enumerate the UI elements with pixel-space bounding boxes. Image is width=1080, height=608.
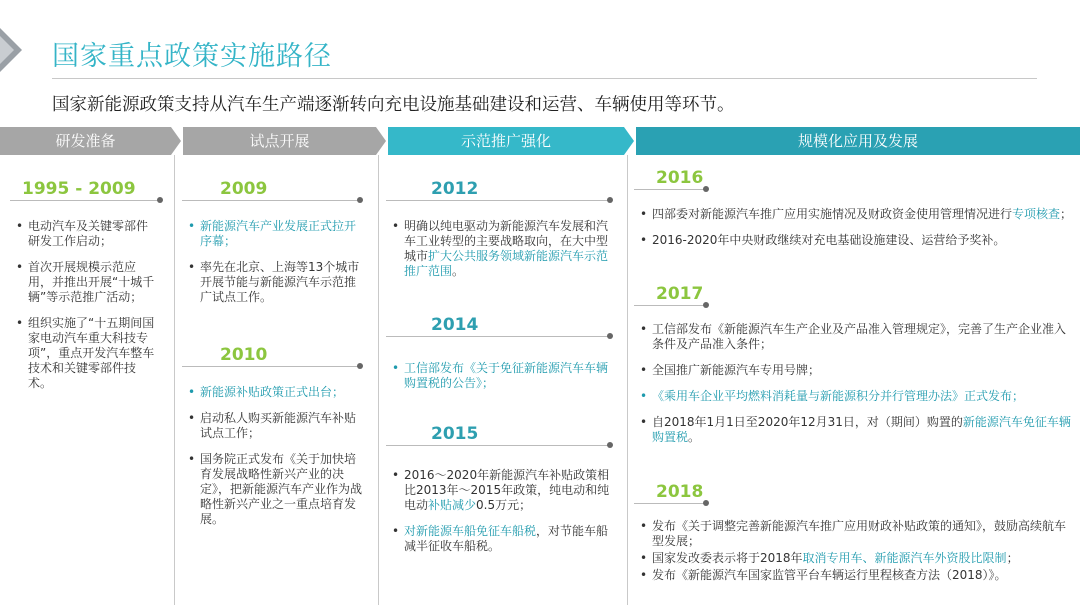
list-item: • 发布《关于调整完善新能源汽车推广应用财政补贴政策的通知》，鼓励高续航车型发展； [638, 519, 1074, 549]
year-label-2017: 2017 [656, 284, 704, 304]
year-dot [607, 333, 613, 339]
list-item: • 《乘用车企业平均燃料消耗量与新能源积分并行管理办法》正式发布； [638, 389, 1074, 404]
phase-arrow-2 [376, 127, 386, 155]
year-rule [386, 445, 610, 446]
item-list-2012 [390, 219, 615, 290]
list-item: • 发布《新能源汽车国家监管平台车辆运行里程核查方法（2018）》。 [638, 568, 1074, 583]
column-divider-3 [627, 155, 628, 605]
year-label-2014: 2014 [431, 315, 479, 335]
page-subtitle: 国家新能源政策支持从汽车生产端逐渐转向充电设施基础建设和运营、车辆使用等环节。 [52, 95, 735, 115]
year-rule [634, 305, 706, 306]
list-item: • 2016～2020年新能源汽车补贴政策相比2013年～2015年政策，纯电动和纯电动补贴减少0.5万元； [390, 468, 615, 513]
list-item: • 新能源补贴政策正式出台； [186, 385, 366, 400]
list-item: • 自2018年1月1日至2020年12月31日，对（期间）购置的新能源汽车免征车辆购置税。 [638, 415, 1074, 445]
list-item: • 工信部发布《新能源汽车生产企业及产品准入管理规定》，完善了生产企业准入条件及产品准入条件； [638, 322, 1074, 352]
year-label-2012: 2012 [431, 179, 479, 199]
list-item: • 国家发改委表示将于2018年取消专用车、新能源汽车外资股比限制； [638, 551, 1074, 566]
list-item: • 明确以纯电驱动为新能源汽车发展和汽车工业转型的主要战略取向，在大中型城市扩大公共服务领域新能源汽车示范推广范围。 [390, 219, 615, 279]
year-label-2010: 2010 [220, 345, 268, 365]
year-dot [157, 197, 163, 203]
year-dot [607, 442, 613, 448]
item-list-2009 [186, 219, 366, 316]
year-dot [357, 197, 363, 203]
year-rule [634, 189, 706, 190]
title-divider [52, 78, 1037, 79]
list-item: • 电动汽车及关键零部件研发工作启动； [14, 219, 158, 249]
year-dot [703, 186, 709, 192]
year-rule [386, 336, 610, 337]
year-rule [182, 366, 360, 367]
year-label-1995-2009: 1995 - 2009 [22, 179, 136, 199]
list-item: • 对新能源车船免征车船税，对节能车船减半征收车船税。 [390, 524, 615, 554]
year-label-2016: 2016 [656, 168, 704, 188]
list-item: • 组织实施了“十五期间国家电动汽车重大科技专项”，重点开发汽车整车技术和关键零部件技术。 [14, 316, 158, 391]
year-rule [182, 200, 360, 201]
year-rule [10, 200, 160, 201]
year-rule [634, 503, 706, 504]
year-dot [703, 500, 709, 506]
phase-header-research: 研发准备 [0, 127, 171, 155]
item-list-2010 [186, 385, 366, 538]
phase-header-demo: 示范推广强化 [388, 127, 624, 155]
corner-decoration [0, 28, 30, 84]
list-item: • 全国推广新能源汽车专用号牌； [638, 363, 1074, 378]
phase-header-scale: 规模化应用及发展 [636, 127, 1080, 155]
year-dot [703, 302, 709, 308]
year-label-2015: 2015 [431, 424, 479, 444]
list-item: • 新能源汽车产业发展正式拉开序幕； [186, 219, 366, 249]
column-divider-1 [174, 155, 175, 605]
year-label-2009: 2009 [220, 179, 268, 199]
list-item: • 率先在北京、上海等13个城市开展节能与新能源汽车示范推广试点工作。 [186, 260, 366, 305]
list-item: • 首次开展规模示范应用，并推出开展“十城千辆”等示范推广活动； [14, 260, 158, 305]
column-divider-2 [378, 155, 379, 605]
phase-header-pilot: 试点开展 [183, 127, 376, 155]
year-dot [607, 197, 613, 203]
list-item: • 启动私人购买新能源汽车补贴试点工作； [186, 411, 366, 441]
item-list-2014 [390, 361, 615, 402]
item-list-2017 [638, 322, 1074, 456]
item-list-1995-2009 [14, 219, 158, 402]
phase-arrow-1 [171, 127, 181, 155]
list-item: • 四部委对新能源汽车推广应用实施情况及财政资金使用管理情况进行专项核查； [638, 207, 1074, 222]
item-list-2015 [390, 468, 615, 565]
year-label-2018: 2018 [656, 482, 704, 502]
list-item: • 工信部发布《关于免征新能源汽车车辆购置税的公告》； [390, 361, 615, 391]
item-list-2016 [638, 207, 1074, 259]
year-dot [357, 363, 363, 369]
phase-arrow-3 [624, 127, 634, 155]
page-title: 国家重点政策实施路径 [52, 41, 332, 72]
list-item: • 2016-2020年中央财政继续对充电基础设施建设、运营给予奖补。 [638, 233, 1074, 248]
item-list-2018 [638, 519, 1074, 583]
year-rule [386, 200, 610, 201]
list-item: • 国务院正式发布《关于加快培育发展战略性新兴产业的决定》，把新能源汽车产业作为战略性新兴产业之一重点培育发展。 [186, 452, 366, 527]
